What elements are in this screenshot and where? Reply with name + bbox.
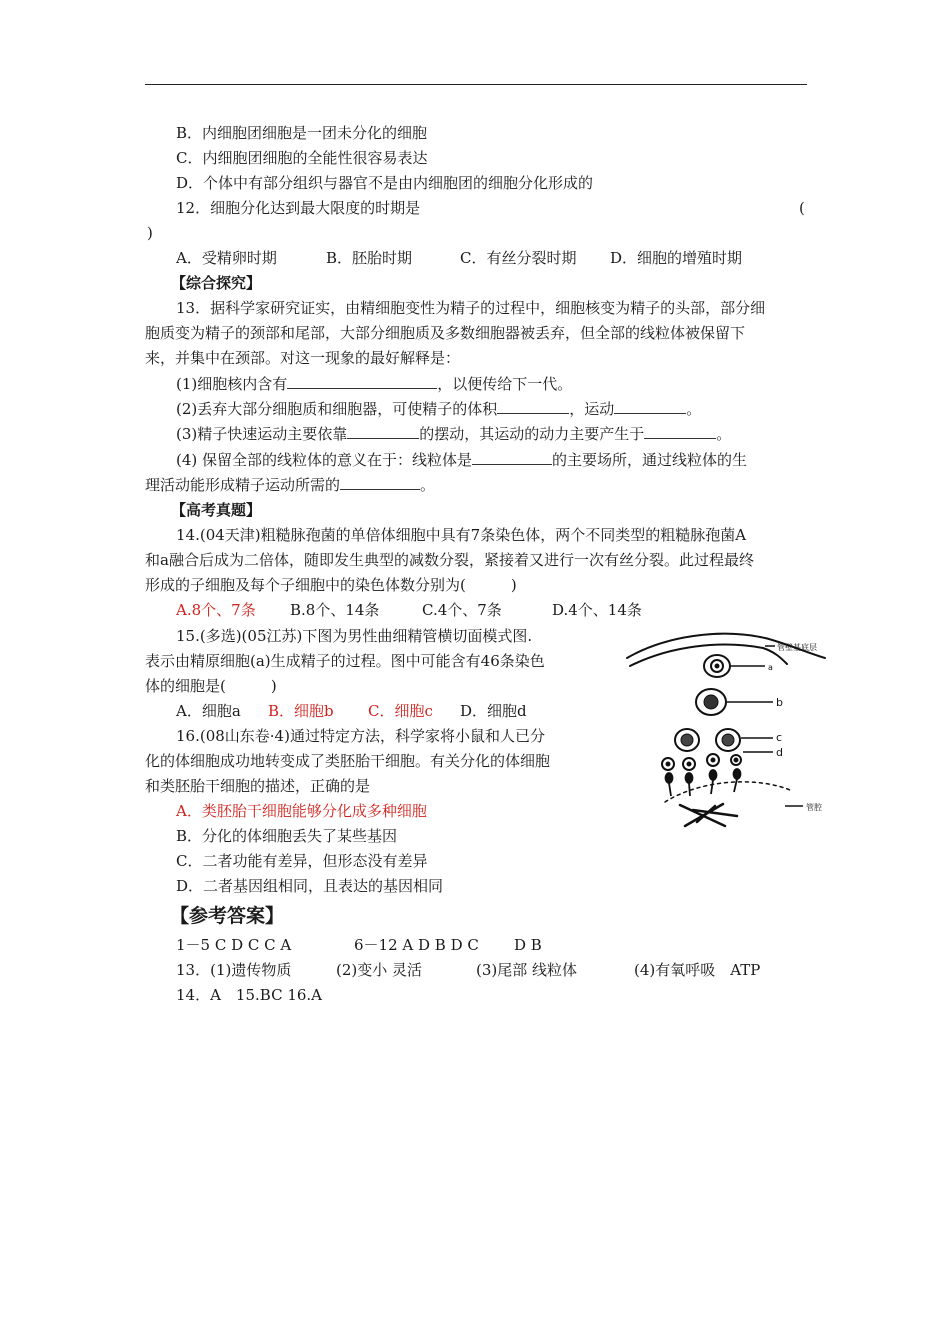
answers-13-1: 13．(1)遗传物质 xyxy=(176,961,292,979)
header-rule xyxy=(145,84,807,85)
q12-paren-open: ( xyxy=(799,199,805,217)
q16-option-b: B．分化的体细胞丢失了某些基因 xyxy=(176,827,398,845)
q12-stem: 12．细胞分化达到最大限度的时期是 xyxy=(176,199,421,217)
q14-stem-line-1: 14.(04天津)粗糙脉孢菌的单倍体细胞中具有7条染色体，两个不同类型的粗糙脉孢菌A xyxy=(176,526,747,544)
answers-row-1 xyxy=(176,933,542,957)
q16-option-c: C．二者功能有差异，但形态没有差异 xyxy=(176,852,428,870)
basement-membrane-inner xyxy=(630,645,787,666)
q13-blank-3[interactable] xyxy=(614,397,686,414)
answers-extra: D B xyxy=(514,936,542,954)
answers-title: 【参考答案】 xyxy=(170,905,285,927)
q13-stem-line-1: 13．据科学家研究证实，由精细胞变性为精子的过程中，细胞核变为精子的头部，部分细 xyxy=(176,299,766,317)
q15-stem-line-3: 体的细胞是( ) xyxy=(145,677,277,695)
q13-blank-1[interactable] xyxy=(287,372,437,389)
q14-option-c: C.4个、7条 xyxy=(422,601,502,619)
q13-part-4-cont: 理活动能形成精子运动所需的 。 xyxy=(145,473,435,497)
q16-stem-line-1: 16.(08山东卷·4)通过特定方法，科学家将小鼠和人已分 xyxy=(176,727,545,745)
q12-option-c: C．有丝分裂时期 xyxy=(460,249,577,267)
cell-b-nucleus xyxy=(704,695,718,709)
q12-option-a: A．受精卵时期 xyxy=(176,249,277,267)
q11-option-c: C．内细胞团细胞的全能性很容易表达 xyxy=(176,149,428,167)
q16-stem-line-3: 和类胚胎干细胞的描述，正确的是 xyxy=(145,777,371,795)
q13-blank-2[interactable] xyxy=(497,397,569,414)
q11-option-b: B．内细胞团细胞是一团未分化的细胞 xyxy=(176,124,428,142)
q12-paren-close: ) xyxy=(147,224,153,242)
q15-option-b: B．细胞b xyxy=(268,702,334,720)
answers-row-3: 14．A 15.BC 16.A xyxy=(176,986,323,1004)
q13-part-3: (3)精子快速运动主要依靠 的摆动，其运动的动力主要产生于 。 xyxy=(176,422,731,446)
q14-option-b: B.8个、14条 xyxy=(290,601,380,619)
q11-option-d: D．个体中有部分组织与器官不是由内细胞团的细胞分化形成的 xyxy=(176,174,594,192)
q12-option-d: D．细胞的增殖时期 xyxy=(610,249,743,267)
q13-blank-4[interactable] xyxy=(347,422,419,439)
q13-part-2: (2)丢弃大部分细胞质和细胞器，可使精子的体积 ，运动 。 xyxy=(176,397,701,421)
q13-part-4: (4) 保留全部的线粒体的意义在于：线粒体是 的主要场所，通过线粒体的生 xyxy=(176,448,747,472)
label-b: b xyxy=(776,696,783,709)
label-c: c xyxy=(776,731,783,744)
q13-blank-5[interactable] xyxy=(644,422,716,439)
q15-option-c: C．细胞c xyxy=(368,702,433,720)
q13-stem-line-2: 胞质变为精子的颈部和尾部，大部分细胞质及多数细胞器被丢弃，但全部的线粒体被保留下 xyxy=(145,324,746,342)
label-d: d xyxy=(776,746,783,759)
q16-stem-line-2: 化的体细胞成功地转变成了类胚胎干细胞。有关分化的体细胞 xyxy=(145,752,551,770)
section-explore-heading: 【综合探究】 xyxy=(171,274,262,292)
answers-row-2 xyxy=(176,958,760,982)
q12-options xyxy=(176,246,742,270)
q13-stem-line-3: 来，并集中在颈部。对这一现象的最好解释是： xyxy=(145,349,461,367)
q14-option-a: A.8个、7条 xyxy=(176,601,256,619)
label-a: a xyxy=(768,663,773,672)
answers-13-2: (2)变小 灵活 xyxy=(336,961,423,979)
q14-stem-line-2: 和a融合后成为二倍体，随即发生典型的减数分裂，紧接着又进行一次有丝分裂。此过程最终 xyxy=(145,551,754,569)
q15-option-d: D．细胞d xyxy=(460,702,527,720)
q13-part-1: (1)细胞核内含有 ，以便传给下一代。 xyxy=(176,372,572,396)
answers-13-3: (3)尾部 线粒体 xyxy=(476,961,578,979)
answers-6-12: 6－12 A D B D C xyxy=(354,936,479,954)
sperm-tails xyxy=(680,804,737,826)
q13-blank-7[interactable] xyxy=(340,473,420,490)
seminiferous-tubule-figure xyxy=(625,630,840,835)
q15-stem-line-2: 表示由精原细胞(a)生成精子的过程。图中可能含有46条染色 xyxy=(145,652,545,670)
q14-options xyxy=(176,598,642,622)
q15-option-a: A．细胞a xyxy=(176,702,241,720)
section-gaokao-heading: 【高考真题】 xyxy=(171,501,262,519)
answers-13-4: (4)有氧呼吸 ATP xyxy=(634,961,761,979)
label-basement-layer: 管壁基底层 xyxy=(777,643,817,652)
q14-stem-line-3: 形成的子细胞及每个子细胞中的染色体数分别为( ) xyxy=(145,576,517,594)
q15-stem-line-1: 15.(多选)(05江苏)下图为男性曲细精管横切面模式图. xyxy=(176,627,533,645)
q15-options xyxy=(176,699,527,723)
answers-1-5: 1－5 C D C C A xyxy=(176,936,292,954)
q14-option-d: D.4个、14条 xyxy=(552,601,642,619)
q16-option-a: A．类胚胎干细胞能够分化成多种细胞 xyxy=(176,802,427,820)
q16-option-d: D．二者基因组相同，且表达的基因相同 xyxy=(176,877,444,895)
label-lumen: 管腔 xyxy=(806,803,822,812)
q12-option-b: B．胚胎时期 xyxy=(326,249,413,267)
lumen-boundary xyxy=(665,782,790,802)
q13-blank-6[interactable] xyxy=(472,448,552,465)
